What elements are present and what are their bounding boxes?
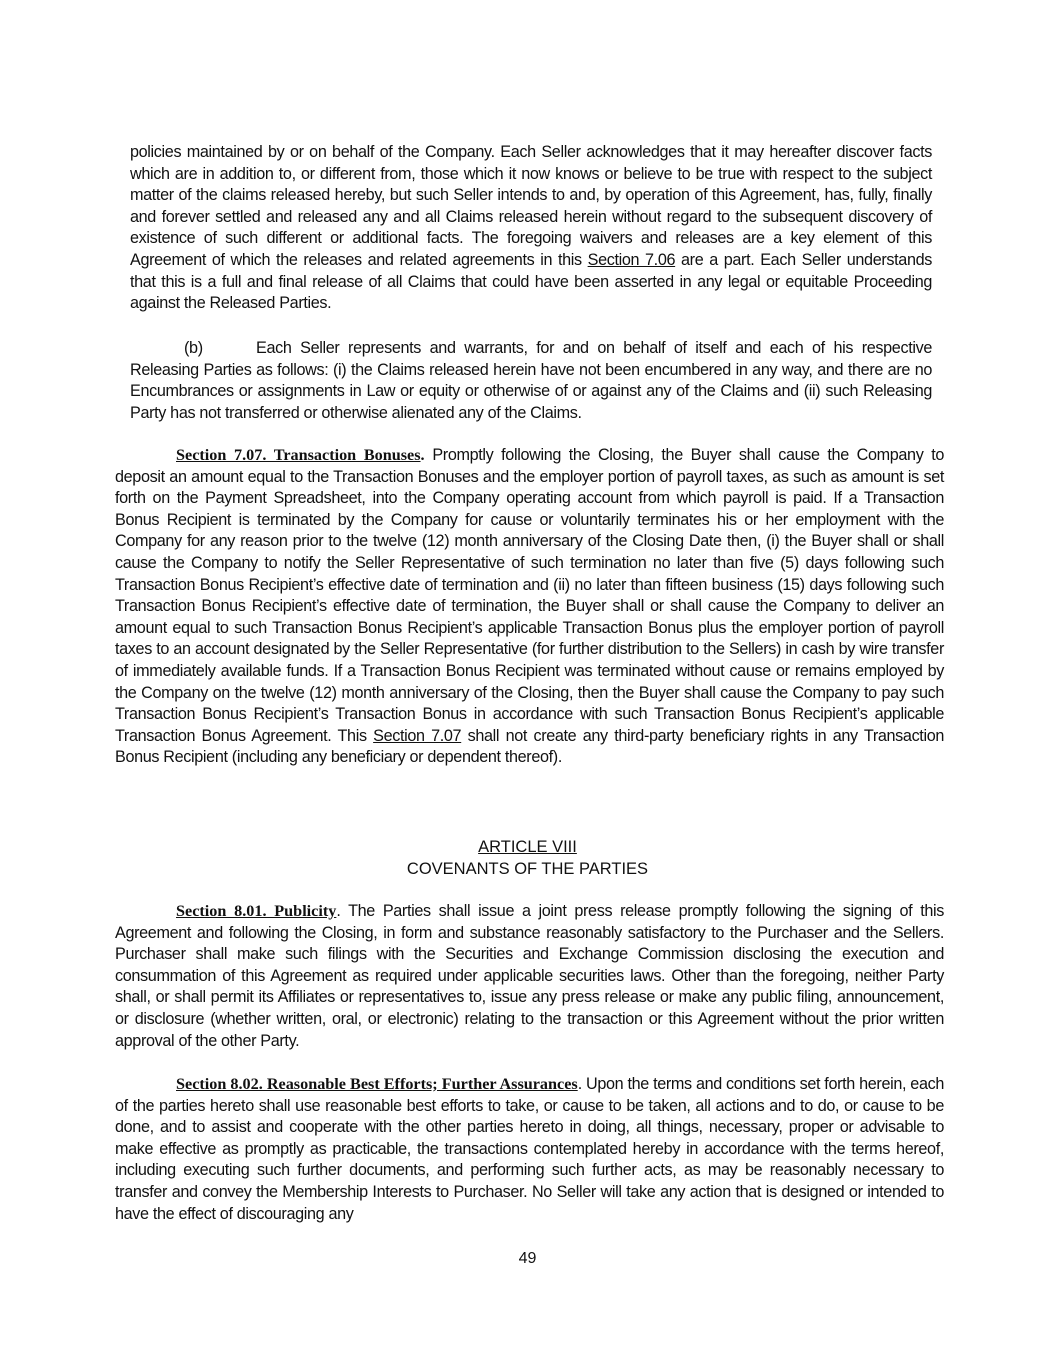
page-number: 49 — [518, 1250, 537, 1267]
heading-period: . — [336, 902, 341, 920]
paragraph-text: are a part. Each Seller understands that this is a full and final release of all Claims that could have been asserted in any legal or equitable Proceeding against the Released Parties. — [130, 250, 932, 313]
article-heading — [0, 836, 1055, 880]
section-8-01-heading: Section 8.01. Publicity — [176, 902, 337, 920]
release-paragraph-continuation — [130, 142, 932, 315]
section-8-02-heading: Section 8.02. Reasonable Best Efforts; Further Assurances — [176, 1075, 578, 1093]
paragraph-text: Promptly following the Closing, the Buyer shall cause the Company to deposit an amount equal to the Transaction Bonuses and the employer portion of payroll taxes, as such as amount is set forth on the Payment Spreadsheet, into the Company operating account from which payroll is paid. If a Transaction Bonus Recipient is terminated by the Company for cause or voluntarily terminates his or her employment with the Company for any reason prior to the twelve (12) month anniversary of the Closing Date then, (i) the Buyer shall or shall cause the Company to notify the Seller Representative of such termination no later than five (5) days following such Transaction Bonus Recipient’s effective date of termination and (ii) no later than fifteen business (15) days following such Transaction Bonus Recipient’s effective date of termination, the Buyer shall or shall cause the Company to deliver an amount equal to such Transaction Bonus Recipient’s applicable Transaction Bonus plus the employer portion of payroll taxes to an account designated by the Seller Representative (for further distribution to the Sellers) in cash by wire transfer of immediately available funds. If a Transaction Bonus Recipient was terminated without cause or remains employed by the Company on the twelve (12) month anniversary of the Closing, then the Buyer shall cause the Company to pay such Transaction Bonus Recipient’s Transaction Bonus in accordance with such Transaction Bonus Recipient’s applicable Transaction Bonus Agreement. This — [115, 446, 944, 745]
paragraph-text: shall not create any third-party beneficiary rights in any Transaction Bonus Recipient (including any beneficiary or dependent thereof). — [115, 726, 945, 767]
section-8-01-paragraph — [115, 901, 944, 1052]
paragraph-label-b: (b) — [184, 339, 203, 357]
paragraph-text: policies maintained by or on behalf of the Company. Each Seller acknowledges that it may hereafter discover facts which are in addition to, or different from, those which it now knows or believe to be true with respect to the subject matter of the claims released hereby, but such Seller intends to and, by operation of this Agreement, has, fully, finally and forever settled and released any and all Claims released herein without regard to the subsequent discovery of existence of such different or additional facts. The foregoing waivers and releases are a key element of this Agreement of which the releases and related agreements in this — [130, 143, 932, 269]
section-7-07-reference: Section 7.07 — [373, 726, 462, 745]
section-7-06-reference: Section 7.06 — [587, 250, 676, 269]
paragraph-text: Upon the terms and conditions set forth herein, each of the parties hereto shall use reasonable best efforts to take, or cause to be taken, all actions and to do, or cause to be done, and to assist and cooperate with the other parties hereto in doing, all things, necessary, proper or advisable to make effective as promptly as practicable, the transactions contemplated hereby in accordance with the terms hereof, including executing such further documents, and performing such further acts, as may be reasonably necessary to transfer and convey the Membership Interests to Purchaser. No Seller will take any action that is designed or intended to have the effect of discouraging any — [115, 1075, 944, 1223]
article-number: ARTICLE VIII — [478, 838, 577, 856]
paragraph-text: Each Seller represents and warrants, for and on behalf of itself and each of his respective Releasing Parties as follows: (i) the Claims released herein have not been encumbered in any way, and there are no Encumbrances or assignments in Law or equity or otherwise of or against any of the Claims and (ii) such Releasing Party has not transferred or otherwise alienated any of the Claims. — [130, 339, 932, 422]
article-title: COVENANTS OF THE PARTIES — [406, 860, 649, 878]
heading-period: . — [420, 446, 425, 464]
section-7-07-paragraph — [115, 445, 944, 769]
section-7-07-heading: Section 7.07. Transaction Bonuses — [176, 446, 421, 464]
section-8-02-paragraph — [115, 1074, 944, 1225]
heading-period: . — [577, 1075, 582, 1093]
paragraph-b — [130, 338, 932, 424]
paragraph-text: The Parties shall issue a joint press release promptly following the signing of this Agreement and following the Closing, in form and substance reasonably satisfactory to the Purchaser and the Sellers. Purchaser shall make such filings with the Securities and Exchange Commission disclosing the execution and consummation of this Agreement as required under applicable securities laws. Other than the foregoing, neither Party shall, or shall permit its Affiliates or representatives to, issue any press release or make any public filing, announcement, or disclosure (whether written, oral, or electronic) relating to the transaction or this Agreement without the prior written approval of the other Party. — [115, 902, 944, 1050]
